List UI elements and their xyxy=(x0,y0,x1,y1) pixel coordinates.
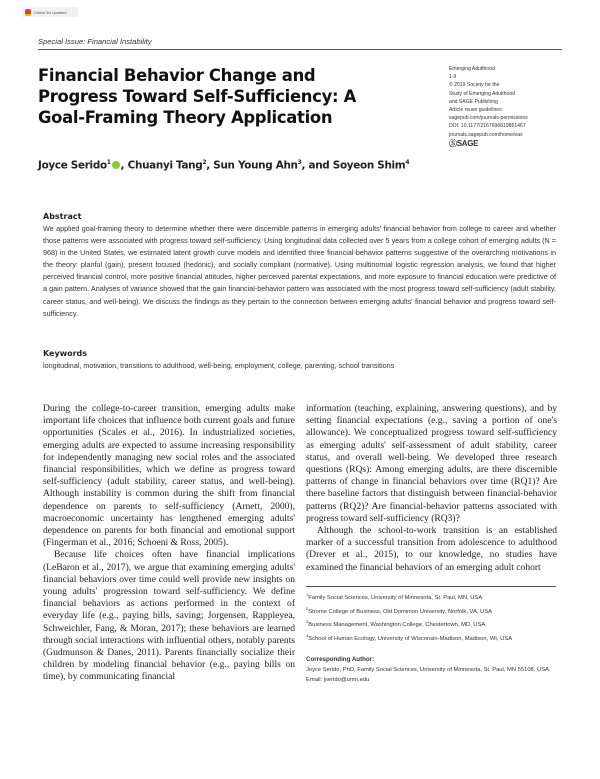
affiliation-text: Family Social Sciences, University of Minnesota, St. Paul, MN, USA xyxy=(308,594,483,601)
meta-line: Article reuse guidelines: xyxy=(449,107,504,114)
affiliation-text: Strome College of Business, Old Dominion University, Norfolk, VA, USA xyxy=(308,608,492,615)
journal-meta xyxy=(449,65,528,148)
meta-line: © 2019 Society for the xyxy=(449,82,500,89)
separator: , xyxy=(120,159,128,172)
affiliation xyxy=(306,631,556,645)
keywords-heading: Keywords xyxy=(43,349,88,358)
body-paragraph: information (teaching, explaining, answering questions), and by setting financial expectations (e.g., saving a portion of one's allowance). We conceptualized progress toward self-sufficiency as emerging adults' self-assessment of adult stability, career status, and overall well-being. We developed three research questions (RQs): Among emerging adults, are there discernible patterns of change in financial behaviors over time (RQ1)? Are there baseline factors that distinguish between financial-behavior patterns (RQ2)? Are financial-behavior patterns associated with progress toward self-sufficiency (RQ3)? xyxy=(306,403,557,524)
affiliation-text: School of Human Ecology, University of Wisconsin-Madison, Madison, WI, USA xyxy=(308,636,513,643)
body-paragraph: During the college-to-career transition, emerging adults make important life choices that influence both current goals and future opportunities (Scales et al., 2016). In industrialized societies, emerging adults are expected to assume increasing responsibility for independently managing new social roles and the associated financial responsibilities, which we define as progress toward self-sufficiency (adult stability, career status, and well-being). Although instability is common during the shift from financial dependence on parents to self-sufficiency (Arnett, 2000), macroeconomic uncertainty has lengthened emerging adults' dependence on parents for both financial and emotional support (Fingerman et al., 2016; Schoeni & Ross, 2005). xyxy=(43,403,295,549)
author-affiliation-sup: 3 xyxy=(297,159,302,166)
body-paragraph: Because life choices often have financial implications (LeBaron et al., 2017), we argue that examining emerging adults' financial behaviors over time could well provide new insights on young adults' progression toward self-sufficiency. We define financial behaviors as actions performed in the context of everyday life (e.g., paying bills, saving; Jorgensen, Rappleyea, Schweichler, Fang, & Moran, 2017); these behaviors are learned through social interactions with influential others, notably parents (Gudmunson & Danes, 2011). Parents financially socialize their children by modeling financial behavior (e.g., paying bills on time), by communicating financial xyxy=(43,549,295,683)
affiliation-sup: 4 xyxy=(306,633,309,639)
doi[interactable]: DOI: 10.1177/2167696819861467 xyxy=(449,123,526,130)
meta-link[interactable]: sagepub.com/journals-permissions xyxy=(449,115,528,122)
corresponding-heading: Corresponding Author: xyxy=(306,656,375,663)
corresponding-email[interactable]: Email: jserido@umn.edu xyxy=(306,676,370,683)
sage-logo: ⓈSAGE xyxy=(449,138,479,148)
corresponding-text: Joyce Serido, PhD, Family Social Sciences, University of Minnesota, St. Paul, MN 55108, USA. xyxy=(306,666,551,673)
corresponding-author xyxy=(306,655,556,685)
sage-logo-text: SAGE xyxy=(456,138,479,148)
meta-line: Study of Emerging Adulthood xyxy=(449,90,515,97)
orcid-icon[interactable] xyxy=(112,161,120,169)
author-name: Chuanyi Tang xyxy=(127,159,203,172)
author-list xyxy=(38,159,409,171)
separator: , xyxy=(206,159,214,172)
abstract-text: We applied goal-framing theory to determine whether there were discernible patterns in emerging adults' financial behavior from college to career and whether those patterns were associated with progress toward self-sufficiency. Using longitudinal data collected over 5 years from a college cohort of emerging adults (N = 968) in the United States, we estimated latent growth curve models and identified three financial-behavior patterns suggestive of the overarching motivations in the theory: planful (gain), present focused (hedonic), and socially compliant (normative). Using multinomial logistic regression analysis, we found that higher perceived financial control, more positive financial attitudes, higher perceived parental expectations, and more exposure to financial education were predictive of a gain pattern. Analyses of variance showed that the gain financial-behavior pattern was associated with the most progress toward self-sufficiency (adult stability, career status, and well-being). We discuss the findings as they pertain to the connection between emerging adults' financial behavior and progress toward self-sufficiency. xyxy=(43,224,556,318)
affiliation xyxy=(306,590,556,604)
journal-link[interactable]: journals.sagepub.com/home/eax xyxy=(449,131,523,138)
header-divider xyxy=(38,49,562,50)
affiliation-sup: 1 xyxy=(306,592,309,597)
body-paragraph: Although the school-to-work transition is an established marker of a successful transition from adolescence to adulthood (Drever et al., 2015), to our knowledge, no studies have examined the financial behaviors of an emerging adult cohort xyxy=(306,525,557,573)
affiliation xyxy=(306,604,556,618)
author-name: Soyeon Shim xyxy=(332,159,406,172)
keywords-text: longitudinal, motivation, transitions to adulthood, well-being, employment, college, parenting, school transitions xyxy=(43,361,395,370)
special-issue-label: Special Issue: Financial Instability xyxy=(38,37,152,46)
check-for-updates-label: Check for updates xyxy=(34,9,67,15)
affiliation-text: Business Management, Washington College, Chestertown, MD, USA xyxy=(308,622,486,629)
affiliation xyxy=(306,617,556,631)
author-affiliation-sup: 4 xyxy=(405,159,410,166)
separator: , and xyxy=(301,159,333,172)
footnote-divider xyxy=(306,586,556,587)
author-affiliation-sup: 2 xyxy=(202,159,207,166)
check-for-updates-badge[interactable] xyxy=(22,7,78,17)
affiliations xyxy=(306,590,556,645)
article-title: Financial Behavior Change and Progress Toward Self-Sufficiency: A Goal-Framing Theory Application xyxy=(38,66,356,127)
crossmark-icon xyxy=(25,9,31,16)
meta-line: and SAGE Publishing xyxy=(449,98,498,105)
author-affiliation-sup: 1 xyxy=(106,159,111,166)
abstract-heading: Abstract xyxy=(43,212,82,221)
affiliation-sup: 3 xyxy=(306,619,309,625)
meta-line: Emerging Adulthood xyxy=(449,66,495,72)
body-column-right xyxy=(306,403,557,574)
body-column-left xyxy=(43,403,295,684)
author-name: Joyce Serido xyxy=(38,159,107,172)
meta-line: 1-9 xyxy=(449,74,457,81)
affiliation-sup: 2 xyxy=(306,605,309,611)
author-name: Sun Young Ahn xyxy=(213,159,298,172)
